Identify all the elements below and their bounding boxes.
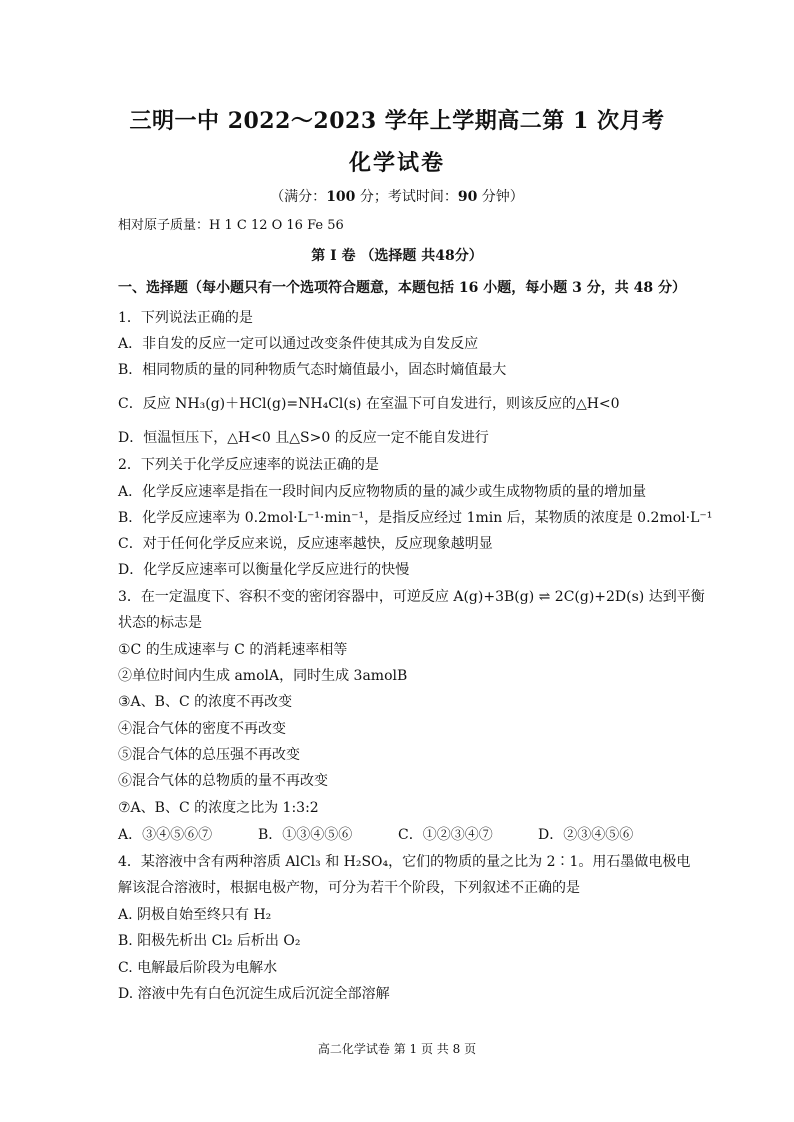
q1-stem: 1．下列说法正确的是 [118,310,253,326]
q3-item: ②单位时间内生成 amolA，同时生成 3amolB [118,668,408,684]
q2-option-c: C．对于任何化学反应来说，反应速率越快，反应现象越明显 [118,536,493,552]
q2-option-d: D．化学反应速率可以衡量化学反应进行的快慢 [118,562,410,578]
q2-stem: 2．下列关于化学反应速率的说法正确的是 [118,457,379,473]
section-instruction: 一、选择题（每小题只有一个选项符合题意，本题包括 16 小题，每小题 3 分，共 48 分） [118,280,686,296]
q1-option-c: C．反应 NH₃(g)＋HCl(g)=NH₄Cl(s) 在室温下可自发进行，则该反应的△H<0 [118,396,620,412]
meta-mid: 分；考试时间： [355,189,458,205]
q1-option-a: A．非自发的反应一定可以通过改变条件使其成为自发反应 [118,336,479,352]
q3-item: ⑤混合气体的总压强不再改变 [118,747,300,763]
full-score: 100 [326,189,356,205]
q1-option-d: D．恒温恒压下，△H<0 且△S>0 的反应一定不能自发进行 [118,430,489,446]
q4-option-c: C. 电解最后阶段为电解水 [118,960,278,976]
q3-option-b: B．①③④⑤⑥ [258,827,353,843]
meta-prefix: （满分： [270,189,327,205]
q4-option-a: A. 阴极自始至终只有 H₂ [118,907,272,923]
exam-subtitle: 化学试卷 [348,150,445,176]
q3-stem-line2: 状态的标志是 [118,615,202,631]
exam-meta [0,186,794,206]
q3-item: ⑦A、B、C 的浓度之比为 1:3:2 [118,800,319,816]
q3-item: ①C 的生成速率与 C 的消耗速率相等 [118,642,348,658]
meta-suffix: 分钟） [477,189,524,205]
q4-option-b: B. 阳极先析出 Cl₂ 后析出 O₂ [118,933,301,949]
exam-time: 90 [457,189,478,205]
q4-stem-line1: 4．某溶液中含有两种溶质 AlCl₃ 和 H₂SO₄，它们的物质的量之比为 2∶1。用石墨做电极电 [118,854,691,870]
page-footer: 高二化学试卷 第 1 页 共 8 页 [317,1042,477,1056]
q4-stem-line2: 解该混合溶液时，根据电极产物，可分为若干个阶段，下列叙述不正确的是 [118,880,580,896]
exam-title: 三明一中 2022～2023 学年上学期高二第 1 次月考 [129,108,665,134]
section-title: 第 I 卷 （选择题 共48分） [311,248,483,264]
q3-option-d: D．②③④⑤⑥ [538,827,634,843]
q3-option-c: C．①②③④⑦ [398,827,493,843]
q3-item: ③A、B、C 的浓度不再改变 [118,694,293,710]
q3-options [118,825,698,845]
q2-option-b: B．化学反应速率为 0.2mol·L⁻¹·min⁻¹，是指反应经过 1min 后，某物质的浓度是 0.2mol·L⁻¹ [118,510,713,526]
q3-item: ⑥混合气体的总物质的量不再改变 [118,773,328,789]
q3-item: ④混合气体的密度不再改变 [118,721,286,737]
q2-option-a: A．化学反应速率是指在一段时间内反应物物质的量的减少或生成物物质的量的增加量 [118,484,647,500]
q3-option-a: A．③④⑤⑥⑦ [118,827,213,843]
q1-option-b: B．相同物质的量的同种物质气态时熵值最小，固态时熵值最大 [118,362,507,378]
atomic-mass: 相对原子质量：H 1 C 12 O 16 Fe 56 [118,218,344,233]
q4-option-d: D. 溶液中先有白色沉淀生成后沉淀全部溶解 [118,986,390,1002]
q3-stem-line1: 3．在一定温度下、容积不变的密闭容器中，可逆反应 A(g)+3B(g) ⇌ 2C(g)+2D(s) 达到平衡 [118,589,705,605]
